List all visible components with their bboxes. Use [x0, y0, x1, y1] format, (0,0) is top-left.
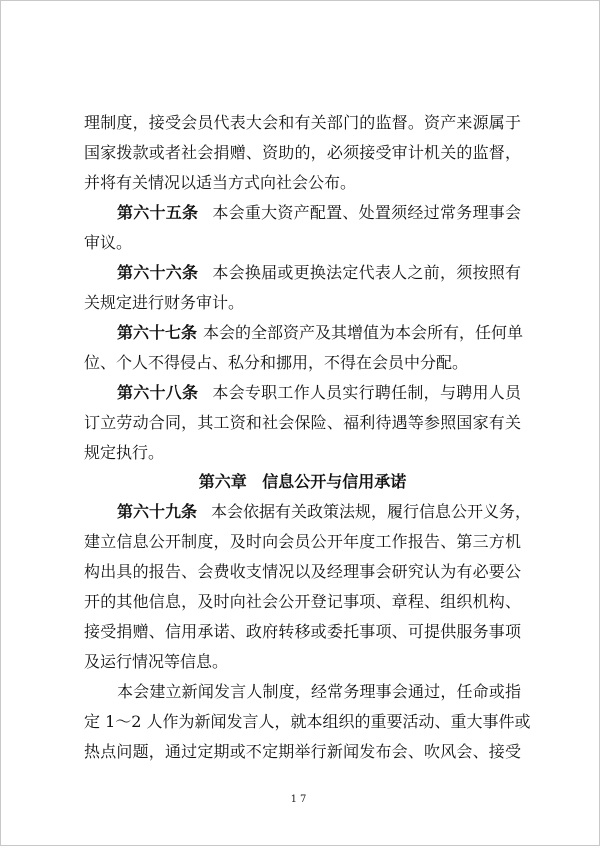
paragraph-line: 订立劳动合同，其工资和社会保险、福利待遇等参照国家有关: [84, 413, 521, 432]
paragraph-line: 关规定进行财务审计。: [84, 293, 245, 312]
paragraph-line: 热点问题，通过定期或不定期举行新闻发布会、吹风会、接受: [84, 742, 521, 761]
chapter-heading: 第六章 信息公开与信用承诺: [198, 472, 407, 491]
paragraph-line: 及运行情况等信息。: [84, 652, 229, 671]
paragraph-line: 并将有关情况以适当方式向社会公布。: [84, 173, 357, 192]
article-67-line: [117, 321, 524, 345]
paragraph-line: 规定执行。: [84, 443, 165, 462]
article-text: 本会重大资产配置、处置须经过常务理事会: [212, 203, 521, 222]
article-label: 第六十七条: [117, 323, 198, 342]
article-label: 第六十五条: [117, 203, 199, 222]
paragraph-line: 定 1～2 人作为新闻发言人，就本组织的重要活动、重大事件或: [84, 712, 531, 731]
paragraph-line: 本会建立新闻发言人制度，经常务理事会通过，任命或指: [117, 682, 521, 701]
article-66-line: [117, 261, 521, 285]
page-number: 17: [290, 794, 310, 805]
paragraph-line: 建立信息公开制度，及时向会员公开年度工作报告、第三方机: [84, 532, 521, 551]
article-69-line: [117, 500, 532, 524]
article-text: 本会依据有关政策法规，履行信息公开义务，: [211, 502, 532, 521]
article-text: 本会换届或更换法定代表人之前，须按照有: [212, 263, 521, 282]
article-text: 本会专职工作人员实行聘任制，与聘用人员: [212, 383, 521, 402]
paragraph-line: 构出具的报告、会费收支情况以及经理事会研究认为有必要公: [84, 562, 521, 581]
paragraph-line: 审议。: [84, 233, 133, 252]
paragraph-line: 位、个人不得侵占、私分和挪用，不得在会员中分配。: [84, 353, 469, 372]
paragraph-line: 理制度，接受会员代表大会和有关部门的监督。资产来源属于: [84, 113, 521, 132]
article-text: 本会的全部资产及其增值为本会所有，任何单: [203, 323, 524, 342]
article-68-line: [117, 381, 521, 405]
paragraph-line: 开的其他信息，及时向社会公开登记事项、章程、组织机构、: [84, 592, 521, 611]
paragraph-line: 接受捐赠、信用承诺、政府转移或委托事项、可提供服务事项: [84, 622, 521, 641]
article-label: 第六十九条: [117, 502, 198, 521]
article-65-line: [117, 201, 521, 225]
paragraph-line: 国家拨款或者社会捐赠、资助的，必须接受审计机关的监督，: [84, 143, 521, 162]
article-label: 第六十六条: [117, 263, 199, 282]
article-label: 第六十八条: [117, 383, 199, 402]
